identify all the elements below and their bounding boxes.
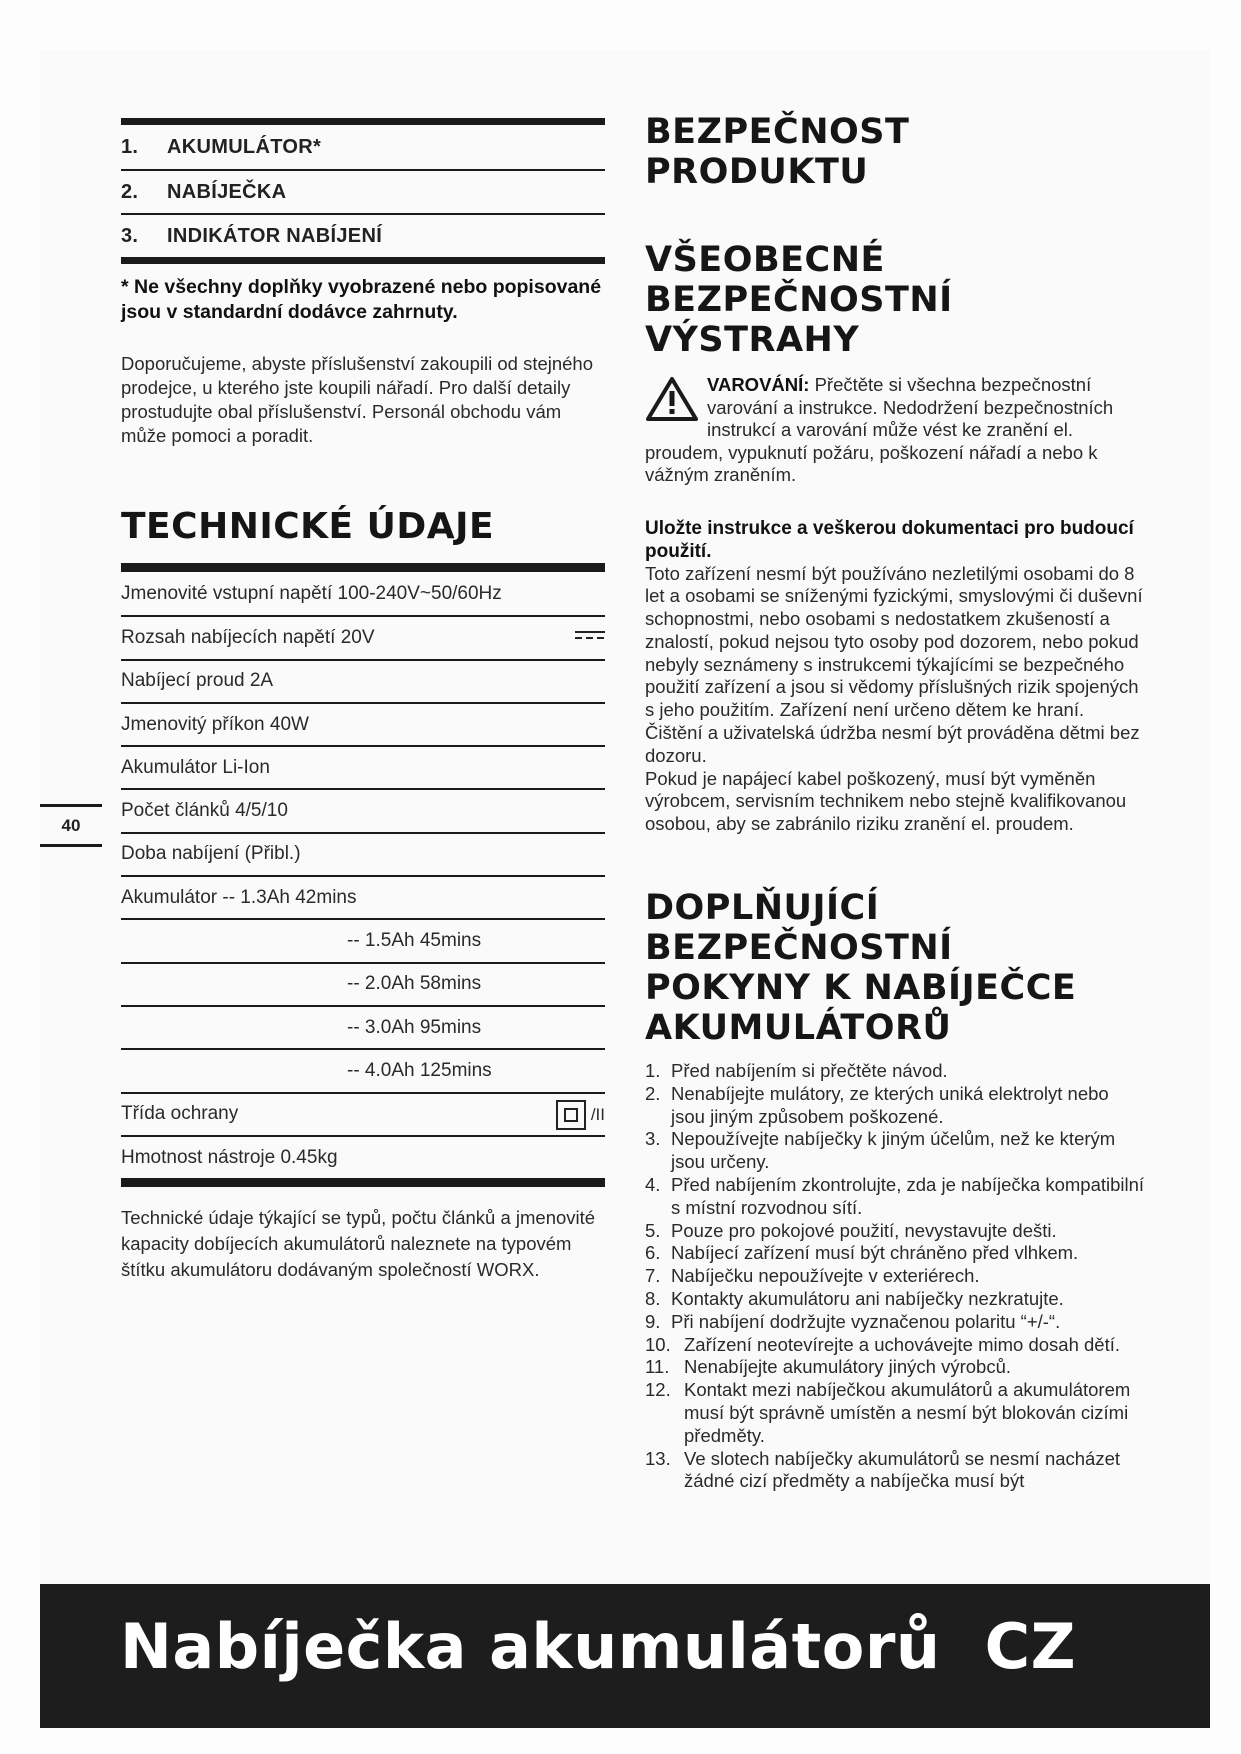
parts-list-item <box>121 169 605 213</box>
usage-restriction-paragraph: Toto zařízení nesmí být používáno nezletilými osobami do 8 let a osobami se sníženými fyzickými, smyslovými či duševní schopnostmi, nebo osobami s nedostatkem zkušeností a znalostí, pokud nejsou tyto osoby pod dozorem, nebo pokud nebyly seznámeny s instrukcemi týkajícími se bezpečného použití zařízení a jsou si vědomy příslušných rizik spojených s jeho použitím. Zařízení není určeno dětem ke hraní. Čištění a uživatelská údržba nesmí být prováděna dětmi bez dozoru. <box>645 562 1143 766</box>
item-number: 7. <box>645 1265 661 1287</box>
list-item <box>645 1356 1145 1379</box>
double-insulation-icon <box>556 1100 605 1130</box>
spec-row <box>121 918 605 961</box>
item-number: 4. <box>645 1174 661 1196</box>
spec-row <box>121 659 605 702</box>
list-item <box>645 1220 1145 1243</box>
direct-current-icon <box>575 631 605 643</box>
item-label: INDIKÁTOR NABÍJENÍ <box>167 224 383 247</box>
heading-line: BEZPEČNOST <box>645 112 910 152</box>
right-column <box>645 112 1145 1493</box>
spec-row <box>121 1135 605 1178</box>
spec-text: -- 2.0Ah 58mins <box>347 973 482 995</box>
item-number: 8. <box>645 1288 661 1310</box>
spec-row <box>121 615 605 658</box>
spec-row <box>121 1092 605 1135</box>
spec-text: -- 1.5Ah 45mins <box>347 930 482 952</box>
footer-banner <box>40 1584 1210 1728</box>
warning-triangle-icon <box>645 376 699 422</box>
left-column <box>121 118 605 1283</box>
class-suffix: /II <box>590 1104 605 1124</box>
heading-line: BEZPEČNOSTNÍ <box>645 928 953 969</box>
item-number: 13. <box>645 1447 671 1469</box>
item-number: 2. <box>121 180 139 203</box>
item-number: 1. <box>645 1060 661 1082</box>
recommend-paragraph: Doporučujeme, abyste příslušenství zakoupili od stejného prodejce, u kterého jste koupili nářadí. Pro další detaily prostudujte obal příslušenství. Personál obchodu vám může pomoci a poradit. <box>121 353 594 446</box>
list-item <box>645 1174 1145 1220</box>
heading-line: POKYNY K NABÍJEČCE <box>645 968 1077 1009</box>
spec-text: Akumulátor -- 1.3Ah 42mins <box>121 886 357 908</box>
heading-line: BEZPEČNOSTNÍ <box>645 280 953 320</box>
warning-label: VAROVÁNÍ: <box>707 374 810 395</box>
spec-row <box>121 962 605 1005</box>
list-item <box>645 1311 1145 1334</box>
spec-text: Rozsah nabíjecích napětí 20V <box>121 626 375 648</box>
item-text: Nenabíjejte mulátory, ze kterých uniká elektrolyt nebo jsou jiným způsobem poškozené. <box>671 1082 1109 1127</box>
tech-specs-heading: TECHNICKÉ ÚDAJE <box>121 506 495 547</box>
spec-text: Počet článků 4/5/10 <box>121 800 288 822</box>
spec-text: Nabíjecí proud 2A <box>121 670 274 692</box>
spec-text: Jmenovitý příkon 40W <box>121 713 309 735</box>
spec-row <box>121 745 605 788</box>
list-item <box>645 1060 1145 1083</box>
item-text: Kontakty akumulátoru ani nabíječky nezkratujte. <box>671 1288 1064 1310</box>
item-text: Nabíjecí zařízení musí být chráněno před vlhkem. <box>671 1242 1079 1264</box>
item-text: Zařízení neotevírejte a uchovávejte mimo dosah dětí. <box>684 1333 1121 1355</box>
spec-row <box>121 702 605 745</box>
item-number: 11. <box>645 1356 670 1378</box>
spec-row <box>121 1048 605 1091</box>
product-safety-heading <box>645 112 1145 192</box>
item-number: 10. <box>645 1333 671 1355</box>
item-number: 1. <box>121 135 139 158</box>
spec-row <box>121 788 605 831</box>
safety-rules-list <box>645 1060 1145 1493</box>
heading-line: VÝSTRAHY <box>645 320 860 360</box>
list-item <box>645 1265 1145 1288</box>
item-text: Při nabíjení dodržujte vyznačenou polaritu “+/-“. <box>671 1310 1061 1332</box>
general-warnings-heading <box>645 240 1145 360</box>
parts-list-item <box>121 125 605 169</box>
item-text: Nabíječku nepoužívejte v exteriérech. <box>671 1265 980 1287</box>
list-item <box>645 1334 1145 1357</box>
list-item <box>645 1379 1145 1447</box>
parts-list <box>121 118 605 264</box>
parts-list-item <box>121 213 605 257</box>
item-number: 6. <box>645 1242 661 1264</box>
item-label: NABÍJEČKA <box>167 180 287 203</box>
item-number: 9. <box>645 1310 661 1332</box>
heading-line: PRODUKTU <box>645 152 869 192</box>
spec-table <box>121 563 605 1187</box>
spec-text: -- 3.0Ah 95mins <box>347 1016 482 1038</box>
list-item <box>645 1128 1145 1174</box>
product-title: Nabíječka akumulátorů <box>120 1610 941 1683</box>
warning-text: Přečtěte si všechna bezpečnostní varování a instrukce. Nedodržení bezpečnostních instrukcí a varování může vést ke zranění el. proudem, vypuknutí požáru, poškození nářadí a nebo k vážným zraněním. <box>645 374 1114 485</box>
item-text: Nepoužívejte nabíječky k jiným účelům, než ke kterým jsou určeny. <box>671 1128 1116 1173</box>
cable-paragraph: Pokud je napájecí kabel poškozený, musí být vyměněn výrobcem, servisním technikem nebo stejně kvalifikovanou osobou, aby se zabránilo riziku zranění el. proudem. <box>645 767 1127 835</box>
item-number: 12. <box>645 1379 671 1401</box>
item-text: Pouze pro pokojové použití, nevystavujte dešti. <box>671 1219 1057 1241</box>
spec-text: Třída ochrany <box>121 1103 239 1125</box>
spec-text: Hmotnost nástroje 0.45kg <box>121 1146 338 1168</box>
list-item <box>645 1242 1145 1265</box>
accessories-note: * Ne všechny doplňky vyobrazené nebo popisované jsou v standardní dodávce zahrnuty. <box>121 276 602 323</box>
item-text: Před nabíjením si přečtěte návod. <box>671 1060 948 1082</box>
list-item <box>645 1288 1145 1311</box>
spec-text: Doba nabíjení (Přibl.) <box>121 843 301 865</box>
spec-text: Jmenovité vstupní napětí 100-240V~50/60Hz <box>121 582 502 604</box>
item-number: 2. <box>645 1082 661 1104</box>
item-label: AKUMULÁTOR* <box>167 135 322 158</box>
heading-line: DOPLŇUJÍCÍ <box>645 888 880 929</box>
spec-row <box>121 1005 605 1048</box>
spec-row <box>121 875 605 918</box>
item-text: Ve slotech nabíječky akumulátorů se nesmí nacházet žádné cizí předměty a nabíječka musí být <box>684 1447 1121 1492</box>
store-instructions-heading: Uložte instrukce a veškerou dokumentaci pro budoucí použití. <box>645 517 1134 562</box>
tech-footnote: Technické údaje týkající se typů, počtu článků a jmenovité kapacity dobíjecích akumulátorů naleznete na typovém štítku akumulátoru dodávaným společností WORX. <box>121 1207 596 1281</box>
list-item <box>645 1083 1145 1129</box>
footer-title <box>120 1610 1076 1683</box>
item-number: 5. <box>645 1219 661 1241</box>
warning-block <box>645 374 1145 487</box>
spec-text: -- 4.0Ah 125mins <box>347 1059 492 1081</box>
item-text: Nenabíjejte akumulátory jiných výrobců. <box>684 1356 1011 1378</box>
item-number: 3. <box>645 1128 661 1150</box>
language-code: CZ <box>984 1610 1077 1683</box>
spec-text: Akumulátor Li-Ion <box>121 756 270 778</box>
list-item <box>645 1448 1145 1494</box>
spec-row <box>121 572 605 615</box>
item-number: 3. <box>121 224 139 247</box>
additional-safety-heading <box>645 888 1145 1048</box>
spec-row <box>121 832 605 875</box>
heading-line: VŠEOBECNÉ <box>645 240 885 280</box>
item-text: Kontakt mezi nabíječkou akumulátorů a akumulátorem musí být správně umístěn a nesmí být blokován cizími předměty. <box>684 1379 1131 1446</box>
item-text: Před nabíjením zkontrolujte, zda je nabíječka kompatibilní s místní rozvodnou sítí. <box>671 1174 1145 1218</box>
heading-line: AKUMULÁTORŮ <box>645 1008 952 1049</box>
page-number: 40 <box>40 804 102 847</box>
